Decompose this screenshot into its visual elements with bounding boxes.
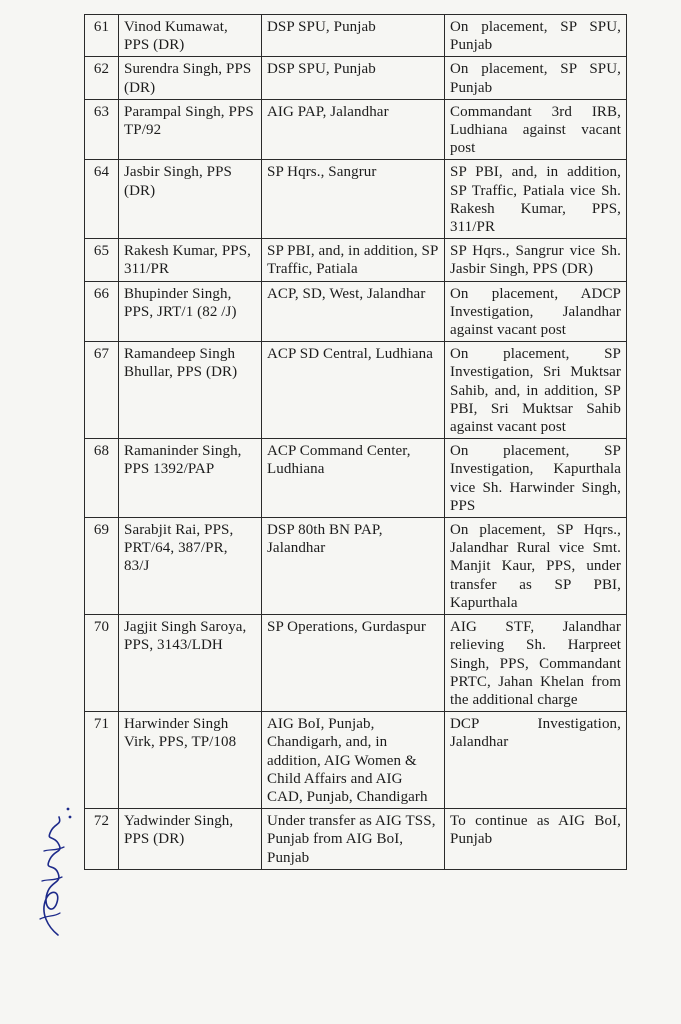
officer-name-cell: Jasbir Singh, PPS (DR) (119, 160, 262, 239)
handwritten-signature (18, 795, 76, 945)
new-posting-cell: On placement, SP Hqrs., Jalandhar Rural vice Smt. Manjit Kaur, PPS, under transfer as SP PBI, Kapurthala (445, 518, 627, 615)
table-row (85, 518, 627, 615)
table-row (85, 281, 627, 342)
present-posting-cell: ACP SD Central, Ludhiana (262, 342, 445, 439)
officer-name-cell: Harwinder Singh Virk, PPS, TP/108 (119, 712, 262, 809)
present-posting-cell: SP Operations, Gurdaspur (262, 615, 445, 712)
new-posting-cell: Commandant 3rd IRB, Ludhiana against vacant post (445, 99, 627, 160)
new-posting-cell: On placement, SP Investigation, Kapurthala vice Sh. Harwinder Singh, PPS (445, 439, 627, 518)
table-row (85, 712, 627, 809)
present-posting-cell: DSP SPU, Punjab (262, 57, 445, 99)
new-posting-cell: On placement, SP Investigation, Sri Muktsar Sahib, and, in addition, SP PBI, Sri Muktsar Sahib against vacant post (445, 342, 627, 439)
table-row (85, 99, 627, 160)
table-row (85, 160, 627, 239)
officer-name-cell: Sarabjit Rai, PPS, PRT/64, 387/PR, 83/J (119, 518, 262, 615)
officer-name-cell: Ramaninder Singh, PPS 1392/PAP (119, 439, 262, 518)
present-posting-cell: ACP, SD, West, Jalandhar (262, 281, 445, 342)
present-posting-cell: AIG PAP, Jalandhar (262, 99, 445, 160)
new-posting-cell: To continue as AIG BoI, Punjab (445, 809, 627, 870)
officer-name-cell: Surendra Singh, PPS (DR) (119, 57, 262, 99)
present-posting-cell: AIG BoI, Punjab, Chandigarh, and, in addition, AIG Women & Child Affairs and AIG CAD, Punjab, Chandigarh (262, 712, 445, 809)
new-posting-cell: SP Hqrs., Sangrur vice Sh. Jasbir Singh, PPS (DR) (445, 239, 627, 281)
serial-number-cell: 62 (85, 57, 119, 99)
new-posting-cell: On placement, SP SPU, Punjab (445, 15, 627, 57)
present-posting-cell: SP Hqrs., Sangrur (262, 160, 445, 239)
officer-name-cell: Ramandeep Singh Bhullar, PPS (DR) (119, 342, 262, 439)
serial-number-cell: 68 (85, 439, 119, 518)
serial-number-cell: 71 (85, 712, 119, 809)
present-posting-cell: DSP 80th BN PAP, Jalandhar (262, 518, 445, 615)
present-posting-cell: Under transfer as AIG TSS, Punjab from AIG BoI, Punjab (262, 809, 445, 870)
serial-number-cell: 61 (85, 15, 119, 57)
transfer-orders-table (84, 14, 627, 870)
serial-number-cell: 72 (85, 809, 119, 870)
new-posting-cell: DCP Investigation, Jalandhar (445, 712, 627, 809)
table-row (85, 57, 627, 99)
serial-number-cell: 66 (85, 281, 119, 342)
serial-number-cell: 69 (85, 518, 119, 615)
table-row (85, 15, 627, 57)
serial-number-cell: 63 (85, 99, 119, 160)
officer-name-cell: Vinod Kumawat, PPS (DR) (119, 15, 262, 57)
new-posting-cell: AIG STF, Jalandhar relieving Sh. Harpreet Singh, PPS, Commandant PRTC, Jahan Khelan from the additional charge (445, 615, 627, 712)
table-row (85, 809, 627, 870)
serial-number-cell: 64 (85, 160, 119, 239)
serial-number-cell: 70 (85, 615, 119, 712)
table-row (85, 342, 627, 439)
serial-number-cell: 65 (85, 239, 119, 281)
present-posting-cell: ACP Command Center, Ludhiana (262, 439, 445, 518)
table-row (85, 239, 627, 281)
new-posting-cell: SP PBI, and, in addition, SP Traffic, Patiala vice Sh. Rakesh Kumar, PPS, 311/PR (445, 160, 627, 239)
present-posting-cell: DSP SPU, Punjab (262, 15, 445, 57)
present-posting-cell: SP PBI, and, in addition, SP Traffic, Patiala (262, 239, 445, 281)
new-posting-cell: On placement, SP SPU, Punjab (445, 57, 627, 99)
officer-name-cell: Jagjit Singh Saroya, PPS, 3143/LDH (119, 615, 262, 712)
officer-name-cell: Parampal Singh, PPS TP/92 (119, 99, 262, 160)
table-row (85, 615, 627, 712)
officer-name-cell: Bhupinder Singh, PPS, JRT/1 (82 /J) (119, 281, 262, 342)
serial-number-cell: 67 (85, 342, 119, 439)
officer-name-cell: Rakesh Kumar, PPS, 311/PR (119, 239, 262, 281)
table-row (85, 439, 627, 518)
officer-name-cell: Yadwinder Singh, PPS (DR) (119, 809, 262, 870)
new-posting-cell: On placement, ADCP Investigation, Jalandhar against vacant post (445, 281, 627, 342)
table-body (85, 15, 627, 870)
